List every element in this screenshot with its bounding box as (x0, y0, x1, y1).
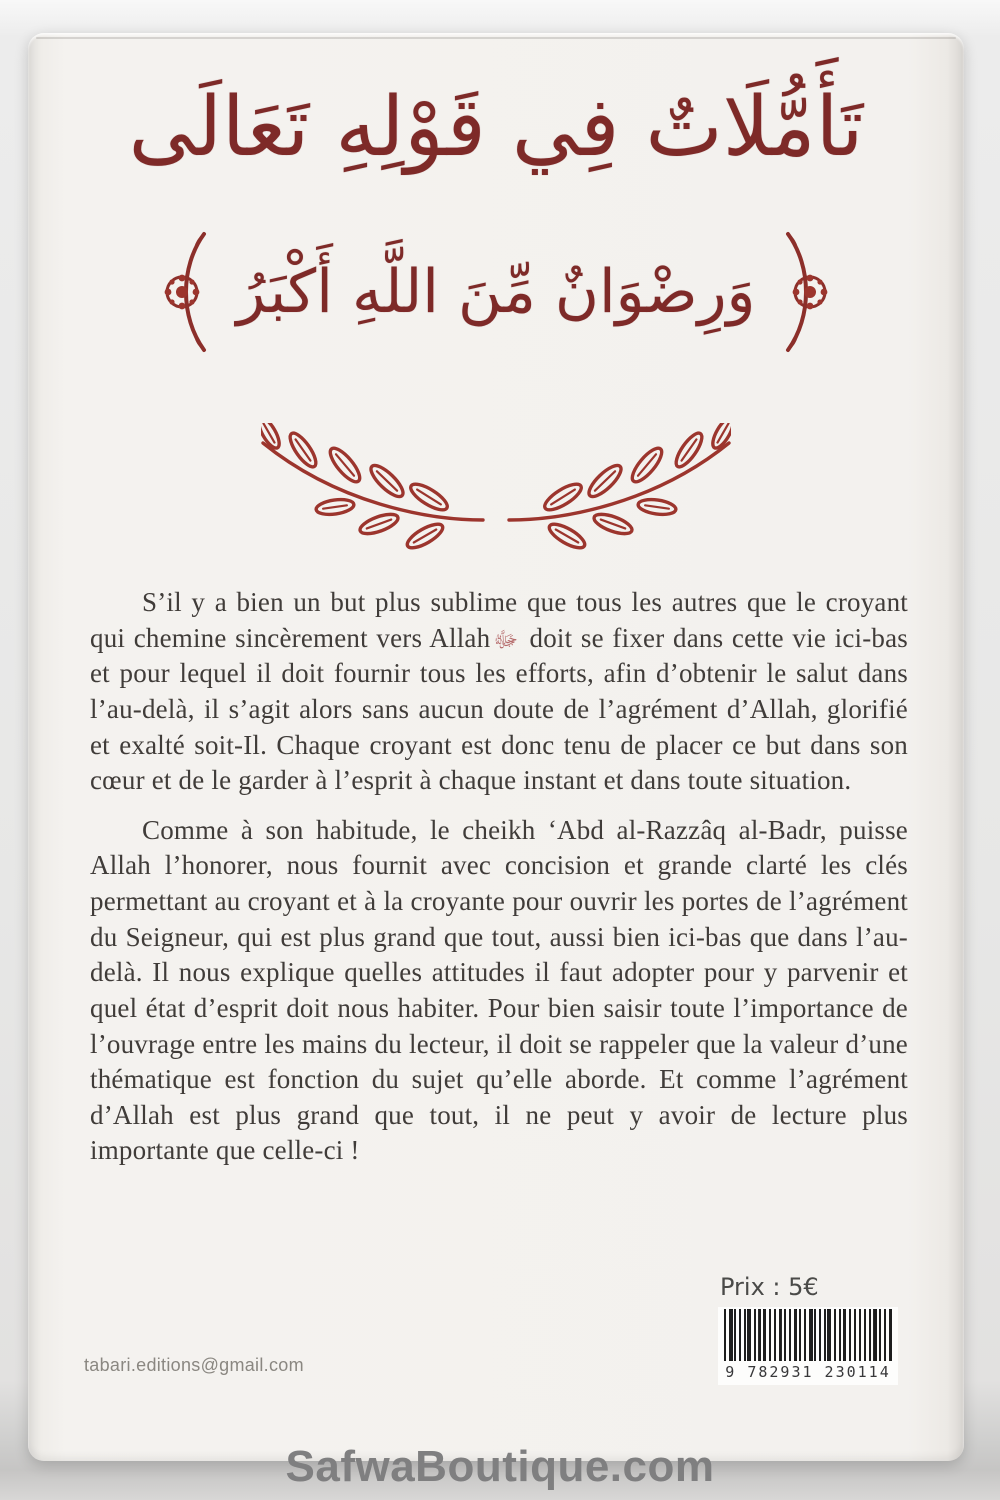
verse-text: وَرِضْوَانٌ مِّنَ اللَّهِ أَكْبَرُ (236, 257, 756, 327)
rosette-icon (165, 275, 200, 310)
barcode (718, 1307, 898, 1385)
paragraph-2: Comme à son habitude, le cheikh ‘Abd al-Razzâq al-Badr, puisse Allah l’honorer, nous fournit avec concision et grande clarté les clés permettant au croyant et à la croyante pour ouvrir les portes de l’agrément du Seigneur, qui est plus grand que tout, aussi bien ici-bas que dans l’au-delà. Il nous explique quelles attitudes il faut adopter pour y parvenir et quel état d’esprit doit nous habiter. Pour bien saisir toute l’importance de l’ouvrage entre les mains du lecteur, il doit se rappeler que la valeur d’une thématique est fonction du sujet qu’elle aborde. Et comme l’agrément d’Allah est plus grand que tout, il ne peut y avoir de lecture plus importante que celle-ci ! (90, 814, 908, 1166)
laurel-branches-icon (28, 423, 964, 563)
store-watermark: SafwaBoutique.com (285, 1442, 715, 1491)
paragraph-1-continued: doit se fixer dans cette vie ici-bas et pour lequel il doit fournir tous les efforts, afin d’obtenir le salut dans l’au-delà, il s’agit alors sans aucun doute de l’agrément d’Allah, glorifié et exalté soit-Il. Chaque croyant est donc tenu de placer ce but dans son cœur et de le garder à l’esprit à chaque instant et dans toute situation. (90, 622, 908, 796)
price-and-barcode (718, 1273, 902, 1385)
paragraph-1-text: S’il y a bien un but plus sublime que tous les autres que le croyant qui chemine sincèrement vers Allah (90, 587, 908, 653)
book-cover (28, 33, 964, 1461)
paragraph-1 (90, 585, 908, 799)
ornate-bracket-left-icon (160, 229, 218, 355)
quran-verse (28, 229, 964, 355)
barcode-digits: 9 782931 230114 (725, 1363, 891, 1381)
allah-honorific-glyph: ﷻ (493, 627, 519, 653)
arabic-title: تَأَمُّلَاتٌ فِي قَوْلِهِ تَعَالَى (128, 80, 864, 175)
back-cover-text (90, 585, 908, 1183)
barcode-bars-icon (724, 1309, 892, 1361)
price-label: Prix : 5€ (720, 1273, 819, 1301)
publisher-email: tabari.editions@gmail.com (84, 1355, 304, 1375)
ornate-bracket-right-icon (774, 229, 832, 355)
